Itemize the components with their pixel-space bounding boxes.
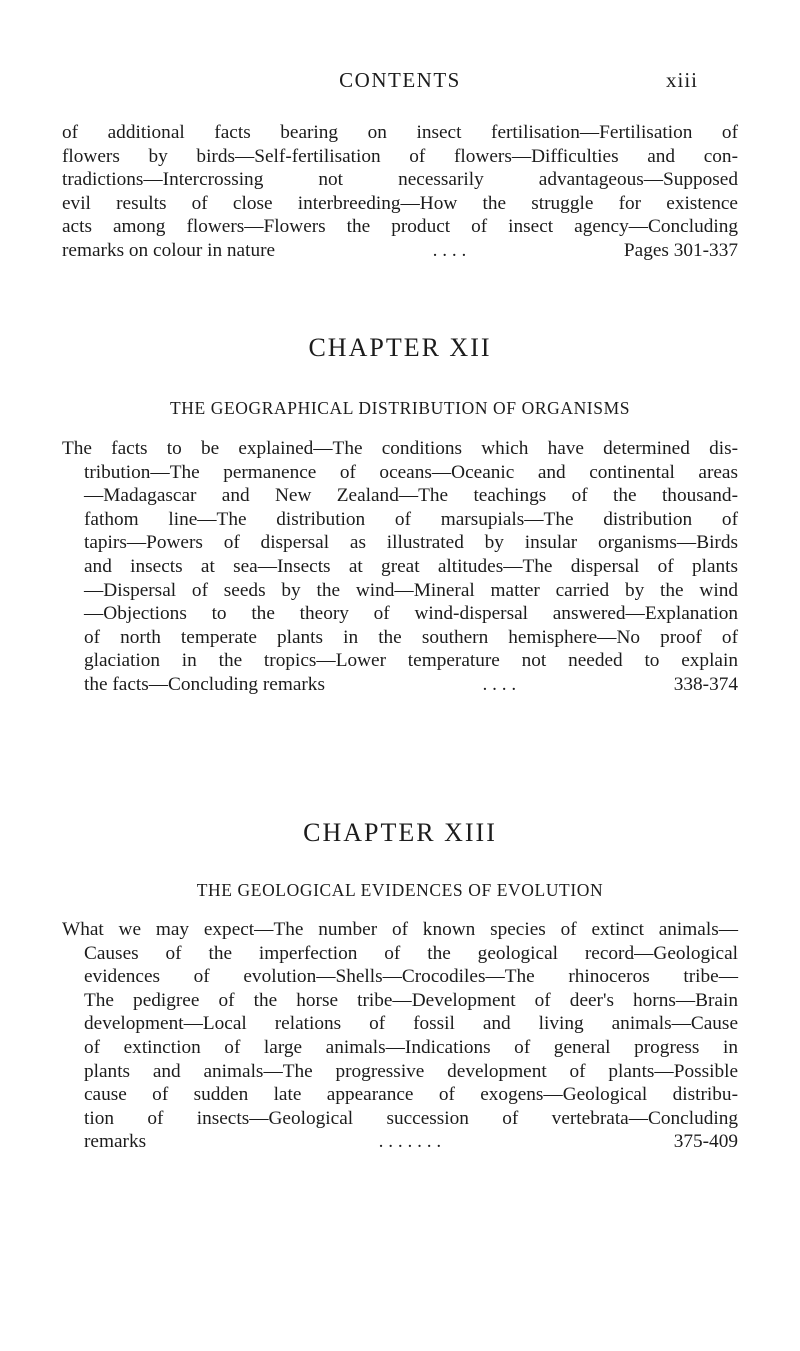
summary-line-text: the facts—Concluding remarks: [84, 673, 325, 695]
summary-line: plants and animals—The progressive development of plants—Possible: [84, 1060, 738, 1082]
summary-line: —Dispersal of seeds by the wind—Mineral matter carried by the wind: [84, 579, 738, 601]
chapter-11-summary-continued: [62, 121, 738, 263]
running-head: [0, 68, 800, 98]
chapter-13-heading: CHAPTER XIII: [303, 818, 497, 847]
page-range: 375-409: [673, 1131, 738, 1153]
summary-last-line: [62, 239, 738, 263]
summary-line: The facts to be explained—The conditions which have determined dis-: [62, 438, 738, 459]
summary-line: acts among flowers—Flowers the product of insect agency—Concluding: [62, 216, 738, 238]
summary-line: fathom line—The distribution of marsupials—The distribution of: [84, 508, 738, 530]
summary-line-text: remarks: [84, 1131, 147, 1153]
running-head-title: CONTENTS: [339, 68, 461, 92]
summary-line: of additional facts bearing on insect fertilisation—Fertilisation of: [62, 122, 738, 143]
summary-line: tradictions—Intercrossing not necessarily advantageous—Supposed: [62, 169, 738, 191]
summary-line: The pedigree of the horse tribe—Development of deer's horns—Brain: [84, 989, 738, 1011]
page-range: Pages 301-337: [623, 239, 738, 261]
chapter-12-summary: [62, 437, 738, 697]
summary-line: glaciation in the tropics—Lower temperature not needed to explain: [84, 650, 738, 672]
leader-dots: . . . .: [482, 673, 517, 695]
chapter-12-heading: CHAPTER XII: [308, 333, 492, 362]
chapter-12-title: THE GEOGRAPHICAL DISTRIBUTION OF ORGANISMS: [169, 398, 631, 418]
summary-line: cause of sudden late appearance of exogens—Geological distribu-: [84, 1084, 738, 1106]
summary-last-line: [62, 1130, 738, 1154]
summary-line: —Madagascar and New Zealand—The teachings of the thousand-: [84, 485, 738, 507]
leader-dots: . . . .: [432, 239, 467, 261]
summary-line: flowers by birds—Self-fertilisation of flowers—Difficulties and con-: [62, 145, 738, 167]
summary-line: tapirs—Powers of dispersal as illustrated by insular organisms—Birds: [84, 532, 738, 554]
leader-dots: . . . . . . .: [378, 1131, 442, 1153]
summary-line: tribution—The permanence of oceans—Oceanic and continental areas: [84, 461, 738, 483]
summary-last-line: [62, 673, 738, 697]
page-number: xiii: [665, 68, 698, 92]
summary-line: and insects at sea—Insects at great altitudes—The dispersal of plants: [84, 555, 738, 577]
summary-line: tion of insects—Geological succession of vertebrata—Concluding: [84, 1107, 738, 1129]
page-range: 338-374: [673, 673, 738, 695]
summary-line: —Objections to the theory of wind-dispersal answered—Explanation: [84, 603, 738, 625]
summary-line: of north temperate plants in the southern hemisphere—No proof of: [84, 626, 738, 648]
summary-line-text: remarks on colour in nature: [62, 239, 276, 261]
chapter-13-summary: [62, 918, 738, 1154]
summary-line: evidences of evolution—Shells—Crocodiles—The rhinoceros tribe—: [84, 966, 738, 988]
summary-line: evil results of close interbreeding—How the struggle for existence: [62, 192, 738, 214]
summary-line: of extinction of large animals—Indications of general progress in: [84, 1036, 738, 1058]
chapter-13-title: THE GEOLOGICAL EVIDENCES OF EVOLUTION: [196, 880, 604, 900]
summary-line: Causes of the imperfection of the geological record—Geological: [84, 942, 738, 964]
summary-line: development—Local relations of fossil and living animals—Cause: [84, 1013, 738, 1035]
summary-line: What we may expect—The number of known species of extinct animals—: [62, 919, 738, 940]
